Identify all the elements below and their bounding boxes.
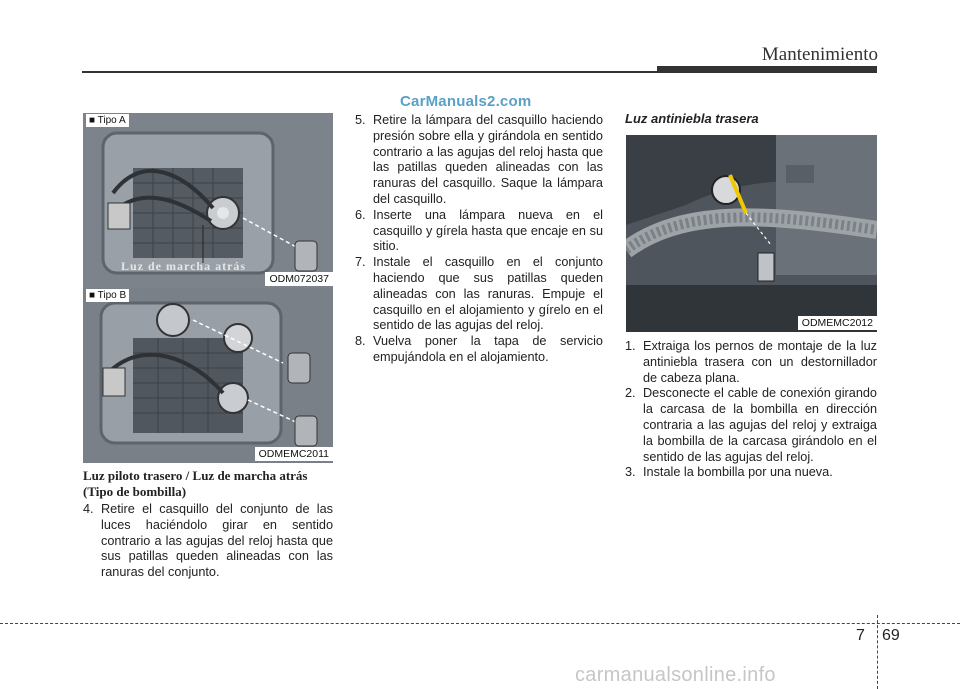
section-title-fog-lamp: Luz antiniebla trasera — [625, 111, 759, 126]
step-text: Instale la bombilla por una nueva. — [643, 465, 833, 480]
step-item — [625, 386, 877, 465]
footer-divider — [877, 615, 878, 689]
step-text: Inserte una lámpara nueva en el casquillo y gírela hasta que encaje en su sitio. — [373, 207, 603, 254]
section-caption-line-2: (Tipo de bombilla) — [83, 484, 187, 499]
step-item — [625, 465, 877, 481]
watermark-bottom: carmanualsonline.info — [575, 664, 776, 686]
figure-fog-lamp — [626, 135, 877, 332]
section-caption — [83, 468, 338, 500]
step-number: 7. — [355, 255, 366, 270]
step-text: Vuelva poner la tapa de servicio empujándola en el alojamiento. — [373, 334, 603, 364]
figure-tipo-a — [83, 113, 333, 288]
page-number: 69 — [882, 627, 900, 644]
figure-b-label: ■ Tipo B — [86, 289, 129, 302]
step-item — [355, 208, 603, 255]
step-item — [83, 502, 333, 581]
step-number: 4. — [83, 502, 94, 516]
step-text: Retire el casquillo del conjunto de las luces haciéndolo girar en sentido contrario a las agujas del reloj hasta que sus patillas queden alineadas con las ranuras del conjunto. — [101, 502, 333, 580]
middle-steps-list — [355, 113, 603, 366]
step-number: 6. — [355, 207, 366, 222]
step-text: Extraiga los pernos de montaje de la luz antiniebla trasera con un destornillador de cabeza plana. — [643, 339, 877, 385]
step-item — [625, 339, 877, 386]
figure-a-overlay-text: Luz de marcha atrás — [121, 259, 247, 273]
step-number: 1. — [625, 339, 636, 353]
figure-b-code: ODMEMC2011 — [255, 447, 333, 461]
fog-lamp-photo — [626, 135, 877, 332]
section-caption-line-1: Luz piloto trasero / Luz de marcha atrás — [83, 468, 308, 483]
step-text: Desconecte el cable de conexión girando la carcasa de la bombilla en dirección contraria a las agujas del reloj y extraiga la bombilla de la carcasa girándolo en el sentido de las agujas del reloj. — [643, 386, 877, 464]
header-rule-accent — [657, 66, 877, 72]
right-steps-list — [625, 339, 877, 481]
left-steps-list — [83, 502, 333, 581]
chapter-number: 7 — [856, 627, 865, 644]
step-text: Instale el casquillo en el conjunto haciendo que sus patillas queden alineadas con las ranuras. Empuje el casquillo en el alojamiento y gírelo en el sentido de las agujas del reloj. — [373, 255, 603, 333]
step-item — [355, 255, 603, 334]
step-number: 5. — [355, 113, 366, 127]
figure-fog-lamp-code: ODMEMC2012 — [798, 316, 877, 330]
step-text: Retire la lámpara del casquillo haciendo presión sobre ella y girándola en sentido contrario a las agujas del reloj hasta que las patillas queden alineadas con las ranuras del casquillo. Saque la lámpara del casquillo. — [373, 113, 603, 206]
figure-a-label: ■ Tipo A — [86, 114, 129, 127]
step-number: 3. — [625, 465, 636, 480]
tail-lamp-photo-b — [83, 288, 333, 463]
step-item — [355, 113, 603, 208]
step-number: 2. — [625, 386, 636, 401]
watermark-top: CarManuals2.com — [400, 93, 532, 110]
figure-a-code: ODM072037 — [265, 272, 333, 286]
figure-tipo-b — [83, 288, 333, 463]
step-number: 8. — [355, 334, 366, 349]
step-item — [355, 334, 603, 366]
footer-rule — [0, 623, 960, 624]
running-header: Mantenimiento — [761, 44, 878, 65]
